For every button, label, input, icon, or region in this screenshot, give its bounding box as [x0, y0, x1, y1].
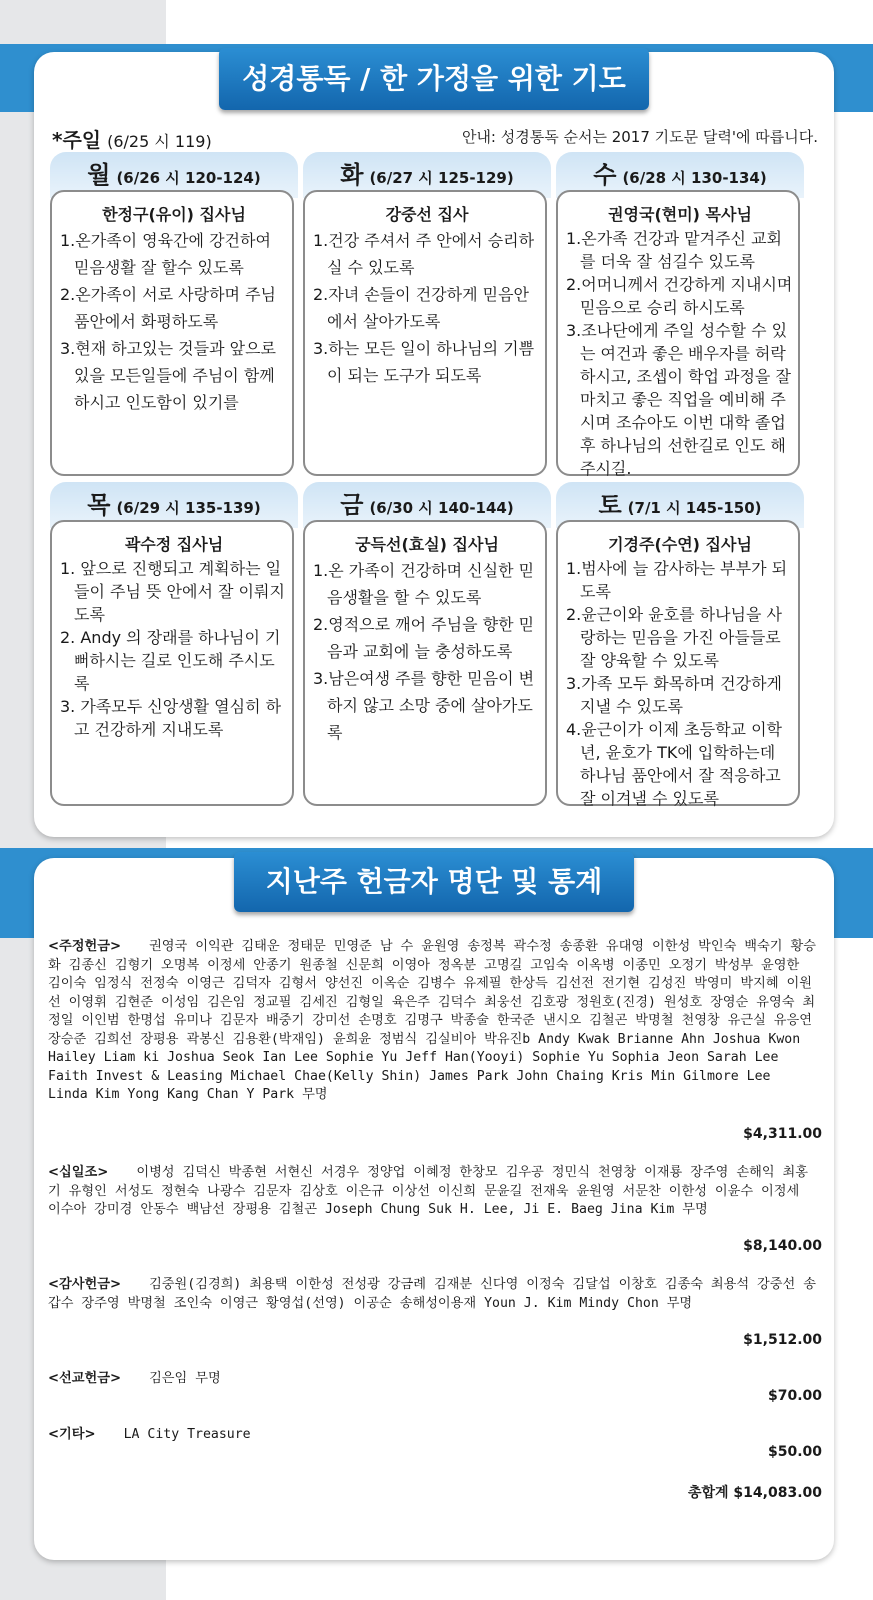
- offering-title: 지난주 헌금자 명단 및 통계: [234, 852, 634, 912]
- day-card-fri: [303, 482, 551, 742]
- day-body: [303, 190, 547, 476]
- prayer-item: 2.자녀 손들이 건강하게 믿음안에서 살아가도록: [313, 285, 529, 331]
- day-ref: (6/29 시 135-139): [116, 499, 261, 517]
- prayer-person: 강중선 집사: [385, 205, 469, 224]
- day-ref: (6/30 시 140-144): [369, 499, 514, 517]
- day-name: 화: [340, 161, 364, 189]
- prayer-item: 2.온가족이 서로 사랑하며 주님 품안에서 화평하도록: [60, 285, 276, 331]
- offering-panel: [34, 858, 834, 1560]
- prayer-item: 3.현재 하고있는 것들과 앞으로 있을 모든일들에 주님이 함께하시고 인도함이 있기를: [60, 339, 276, 412]
- prayer-item: 2.윤근이와 윤호를 하나님을 사랑하는 믿음을 가진 아들들로 잘 양육할 수 있도록: [566, 605, 782, 670]
- offering-names: 이병성 김덕신 박종현 서현신 서경우 정양업 이혜정 한창모 김우공 정민식 천영창 이재룡 장주영 손해익 최홍기 유형인 서성도 정현숙 나광수 김문자 김상호 이은규 이상선 이신희 문윤길 전재욱 윤원영 서문찬 이한성 이윤수 이정세 이수아 강미경 안동수 백남선 장평용 김철곤 Joseph Chung Suk H. Lee, Ji E. Baeg Jina Kim 무명: [48, 1165, 808, 1217]
- day-name: 토: [598, 491, 622, 519]
- day-ref: (6/28 시 130-134): [622, 169, 767, 187]
- prayer-list: [313, 227, 541, 389]
- offering-amount: $4,311.00: [743, 1126, 822, 1142]
- reading-notice: 안내: 성경통독 순서는 2017 기도문 달력'에 따릅니다.: [461, 128, 818, 146]
- prayer-list: [60, 557, 288, 741]
- offering-category: <감사헌금>: [48, 1277, 122, 1292]
- day-body: [303, 520, 547, 806]
- day-card-wed: [556, 152, 804, 478]
- prayer-item: 2. Andy 의 장래를 하나님이 기뻐하시는 길로 인도해 주시도록: [60, 628, 281, 693]
- prayer-panel: [34, 52, 834, 837]
- prayer-person: 기경주(수연) 집사님: [608, 535, 752, 554]
- prayer-list: [566, 557, 794, 810]
- prayer-list: [566, 227, 794, 480]
- day-card-tue: [303, 152, 551, 385]
- offering-amount: $70.00: [767, 1388, 822, 1404]
- offering-category: <십일조>: [48, 1165, 109, 1180]
- prayer-item: 2.어머니께서 건강하게 지내시며 믿음으로 승리 하시도록: [566, 275, 793, 317]
- day-name: 목: [87, 491, 111, 519]
- prayer-person: 한정구(유이) 집사님: [102, 205, 246, 224]
- prayer-item: 1. 앞으로 진행되고 계획하는 일들이 주님 뜻 안에서 잘 이뤄지도록: [60, 559, 285, 624]
- prayer-item: 2.영적으로 깨어 주님을 향한 믿음과 교회에 늘 충성하도록: [313, 615, 535, 661]
- day-ref: (6/27 시 125-129): [369, 169, 514, 187]
- prayer-title: 성경통독 / 한 가정을 위한 기도: [219, 48, 649, 110]
- day-card-thu: [50, 482, 298, 739]
- sunday-reading: [52, 124, 212, 153]
- offering-names: 김은임 무명: [149, 1371, 221, 1386]
- prayer-item: 3.가족 모두 화목하며 건강하게 지낼 수 있도록: [566, 674, 782, 716]
- prayer-item: 1.온 가족이 건강하며 신실한 믿음생활을 할 수 있도록: [313, 561, 535, 607]
- offering-amount: $50.00: [767, 1444, 822, 1460]
- prayer-item: 4.윤근이가 이제 초등학교 이학년, 윤호가 TK에 입학하는데 하나님 품안에서 잘 적응하고 잘 이겨낼 수 있도록: [566, 720, 782, 808]
- grand-total: 총합계 $14,083.00: [687, 1485, 822, 1501]
- offering-group-other: [48, 1426, 818, 1445]
- day-body: [556, 520, 800, 806]
- day-card-sat: [556, 482, 804, 808]
- offering-group-tithe: [48, 1164, 818, 1220]
- offering-amount: $1,512.00: [743, 1332, 822, 1348]
- prayer-list: [313, 557, 541, 746]
- prayer-item: 1.온가족 건강과 맡겨주신 교회를 더욱 잘 섬길수 있도록: [566, 229, 782, 271]
- day-name: 월: [87, 161, 111, 189]
- offering-amount: $8,140.00: [743, 1238, 822, 1254]
- day-card-mon: [50, 152, 298, 412]
- prayer-item: 3.남은여생 주를 향한 믿음이 변하지 않고 소망 중에 살아가도록: [313, 669, 535, 742]
- prayer-item: 1.건강 주셔서 주 안에서 승리하실 수 있도록: [313, 231, 535, 277]
- prayer-item: 3.하는 모든 일이 하나님의 기쁨이 되는 도구가 되도록: [313, 339, 535, 385]
- prayer-person: 궁득선(효실) 집사님: [355, 535, 499, 554]
- offering-group-main: [48, 938, 818, 1105]
- day-body: [50, 190, 294, 476]
- offering-names: 권영국 이익관 김태운 정태문 민영준 남 수 윤원영 송정복 곽수정 송종환 유대영 이한성 박인숙 백숙기 황승화 김종신 김형기 오명복 이정세 안종기 원종철 신문희 이영아 정옥분 고명길 고임숙 이옥병 이종민 오정기 박성부 윤영한 김이숙 임정식 전정숙 이영근 김덕자 김형서 양선진 이옥순 김병수 유제필 한상득 김선전 전기현 김성진 박영미 박지혜 이원선 이영휘 김현준 이성임 김은임 정교필 김세진 김형일 육은주 김덕수 최웅선 김호광 정원호(진경) 원성호 장영순 유영숙 최정일 이인범 한명섭 유미나 김문자 배중기 강미선 손명호 김명구 박종술 한국준 낸시오 김철곤 박명철 천영창 유근실 유응연 장승준 김희선 장평용 곽봉신 김용환(박재임) 윤희윤 정범식 김실비아 박유진b Andy Kwak Brianne Ahn Joshua Kwon Hailey Liam ki Joshua Seok Ian Lee Sophie Yu Jeff Han(Yooyi) Sophie Yu Sophia Jeon Sarah Lee Faith Invest & Leasing Michael Chae(Kelly Shin) James Park John Chaing Kris Min Gilmore Lee Linda Kim Yong Kang Chan Y Park 무명: [48, 939, 816, 1102]
- offering-group-mission: [48, 1370, 818, 1389]
- prayer-person: 곽수정 집사님: [124, 535, 224, 554]
- prayer-item: 3.조나단에게 주일 성수할 수 있는 여건과 좋은 배우자를 허락하시고, 조셉이 학업 과정을 잘 마치고 좋은 직업을 예비해 주시며 조슈아도 이번 대학 졸업후 하나님의 선한길로 인도 해주시길.: [566, 321, 791, 478]
- day-ref: (6/26 시 120-124): [116, 169, 261, 187]
- offering-group-thanks: [48, 1276, 818, 1313]
- prayer-list: [60, 227, 288, 416]
- day-name: 금: [340, 491, 364, 519]
- day-body: [50, 520, 294, 806]
- offering-names: 김중원(김경희) 최용택 이한성 전성광 강금례 김재분 신다영 이정숙 김달섭 이창호 김종숙 최용석 강중선 송갑수 장주영 박명철 조인숙 이영근 황영섭(선영) 이공순 송해성이용재 Youn J. Kim Mindy Chon 무명: [48, 1277, 816, 1311]
- offering-category: <선교헌금>: [48, 1371, 122, 1386]
- day-ref: (7/1 시 145-150): [627, 499, 762, 517]
- prayer-item: 1.범사에 늘 감사하는 부부가 되도록: [566, 559, 788, 601]
- prayer-item: 1.온가족이 영육간에 강건하여 믿음생활 잘 할수 있도록: [60, 231, 271, 277]
- offering-category: <기타>: [48, 1427, 96, 1442]
- offering-names: LA City Treasure: [123, 1427, 251, 1442]
- prayer-person: 권영국(현미) 목사님: [608, 205, 752, 224]
- sunday-ref: (6/25 시 119): [107, 132, 212, 151]
- offering-category: <주정헌금>: [48, 939, 122, 954]
- sunday-label: *주일: [52, 128, 102, 152]
- day-name: 수: [593, 161, 617, 189]
- prayer-item: 3. 가족모두 신앙생활 열심히 하고 건강하게 지내도록: [60, 697, 282, 739]
- day-body: [556, 190, 800, 476]
